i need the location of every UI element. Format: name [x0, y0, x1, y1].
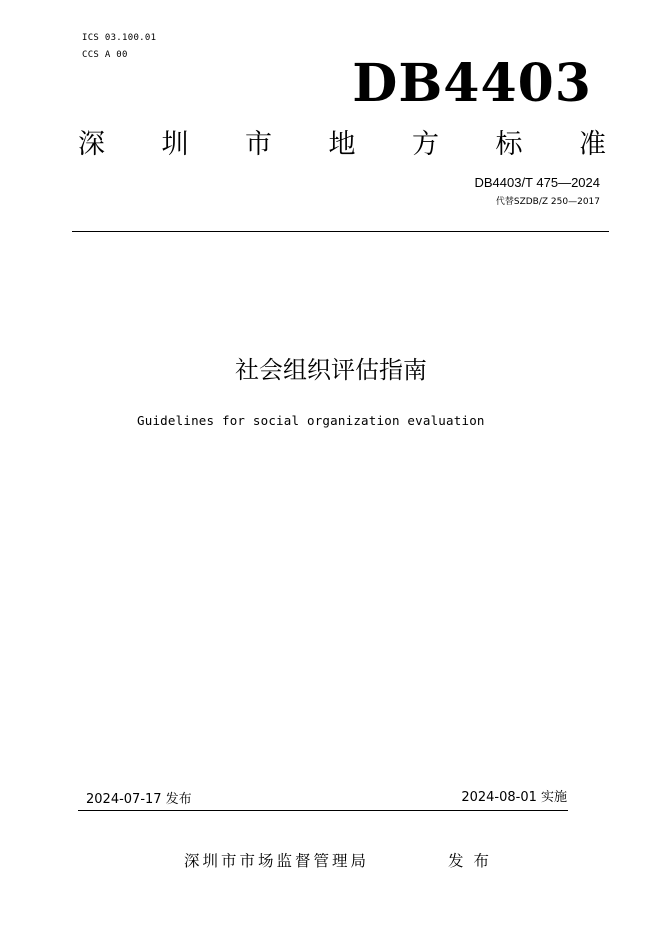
- standard-type-char: 方: [412, 129, 439, 160]
- standard-type-char: 地: [328, 129, 356, 160]
- document-title-text: 社会组织评估指南: [235, 356, 427, 384]
- standard-type-char: 深: [78, 129, 105, 160]
- issue-label: 发布: [448, 852, 500, 870]
- ccs-code: CCS A 00: [82, 50, 128, 60]
- publish-date: 2024-07-17 发布: [86, 792, 192, 807]
- top-divider: [72, 231, 609, 232]
- document-english-title: Guidelines for social organization evaluation: [137, 413, 485, 428]
- standard-type-char: 标: [495, 129, 523, 160]
- standard-type-char: 准: [579, 129, 606, 160]
- replaces-note: 代替SZDB/Z 250—2017: [495, 197, 600, 207]
- standard-code-heading: DB4403: [352, 53, 592, 114]
- standard-type-char: 市: [245, 129, 272, 160]
- standard-type-heading: [78, 128, 606, 162]
- standard-type-char: 圳: [161, 129, 189, 160]
- ics-code: ICS 03.100.01: [82, 33, 157, 43]
- bottom-divider: [78, 810, 568, 811]
- issuing-authority: 深圳市市场监督管理局: [184, 852, 370, 870]
- document-title: [0, 352, 662, 388]
- implementation-date: 2024-08-01 实施: [461, 790, 567, 805]
- document-number: DB4403/T 475—2024: [474, 175, 600, 190]
